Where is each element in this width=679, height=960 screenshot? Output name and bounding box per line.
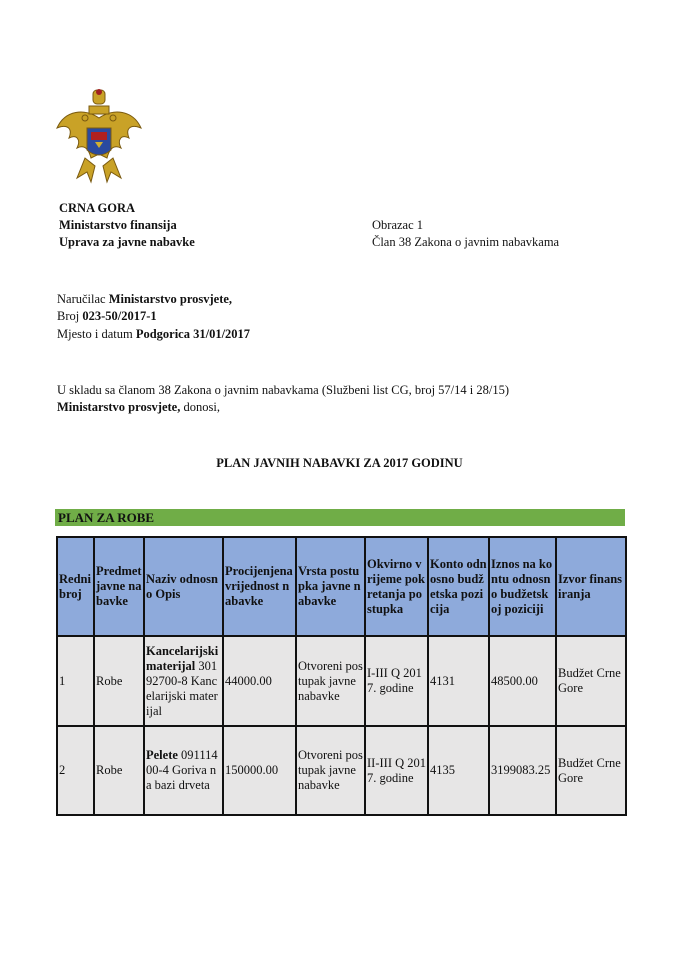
place-date-line <box>57 327 250 342</box>
intro-line-2 <box>57 400 220 415</box>
table-header-row <box>57 537 626 636</box>
client-line <box>57 292 232 307</box>
table-row <box>57 726 626 815</box>
number-line <box>57 309 157 324</box>
cell-time: II-III Q 2017. godine <box>365 726 428 815</box>
cell-value: 150000.00 <box>223 726 296 815</box>
client-label: Naručilac <box>57 292 109 306</box>
section-header: PLAN ZA ROBE <box>55 509 625 526</box>
cell-no: 1 <box>57 636 94 726</box>
name-bold: Kancelarijski materijal <box>146 643 219 673</box>
header-cell: Iznos na kontu odnosno budžetskoj poziciji <box>489 537 556 636</box>
number-value: 023-50/2017-1 <box>82 309 157 323</box>
cell-value: 44000.00 <box>223 636 296 726</box>
header-cell: Okvirno vrijeme pokretanja postupka <box>365 537 428 636</box>
header-cell: Naziv odnosno Opis <box>144 537 223 636</box>
country-name: CRNA GORA <box>59 201 136 215</box>
header-cell: Predmet javne nabavke <box>94 537 144 636</box>
intro-bold: Ministarstvo prosvjete, <box>57 400 181 414</box>
name-rest: 30192700-8 Kancelarijski materijal <box>146 658 218 718</box>
cell-name <box>144 726 223 815</box>
cell-procedure: Otvoreni postupak javne nabavke <box>296 726 365 815</box>
cell-konto: 4135 <box>428 726 489 815</box>
article-label: Član 38 Zakona o javnim nabavkama <box>372 235 560 249</box>
coat-of-arms-icon <box>55 88 143 186</box>
cell-no: 2 <box>57 726 94 815</box>
number-label: Broj <box>57 309 83 323</box>
plan-title: PLAN JAVNIH NABAVKI ZA 2017 GODINU <box>216 456 463 470</box>
cell-amount: 48500.00 <box>489 636 556 726</box>
name-bold: Pelete <box>146 748 178 762</box>
header-cell: Izvor finansiranja <box>556 537 626 636</box>
cell-source: Budžet Crne Gore <box>556 636 626 726</box>
cell-time: I-III Q 2017. godine <box>365 636 428 726</box>
intro-line-1: U skladu sa članom 38 Zakona o javnim nabavkama (Službeni list CG, broj 57/14 i 28/15) <box>57 383 510 397</box>
header-cell: Procijenjena vrijednost nabavke <box>223 537 296 636</box>
header-cell: Vrsta postupka javne nabavke <box>296 537 365 636</box>
agency-name: Uprava za javne nabavke <box>59 235 195 249</box>
place-label: Mjesto i datum <box>57 327 136 341</box>
cell-amount: 3199083.25 <box>489 726 556 815</box>
procurement-table <box>56 536 627 816</box>
cell-subject: Robe <box>94 636 144 726</box>
cell-subject: Robe <box>94 726 144 815</box>
header-cell: Redni broj <box>57 537 94 636</box>
place-value: Podgorica 31/01/2017 <box>135 327 251 341</box>
intro-rest: donosi, <box>180 400 220 414</box>
name-rest: 09111400-4 Goriva na bazi drveta <box>146 748 218 792</box>
cell-name <box>144 636 223 726</box>
form-label: Obrazac 1 <box>372 218 424 232</box>
table-row <box>57 636 626 726</box>
header-cell: Konto odnosno budžetska pozicija <box>428 537 489 636</box>
cell-source: Budžet Crne Gore <box>556 726 626 815</box>
cell-procedure: Otvoreni postupak javne nabavke <box>296 636 365 726</box>
client-value: Ministarstvo prosvjete, <box>108 292 233 306</box>
cell-konto: 4131 <box>428 636 489 726</box>
ministry-name: Ministarstvo finansija <box>59 218 177 232</box>
